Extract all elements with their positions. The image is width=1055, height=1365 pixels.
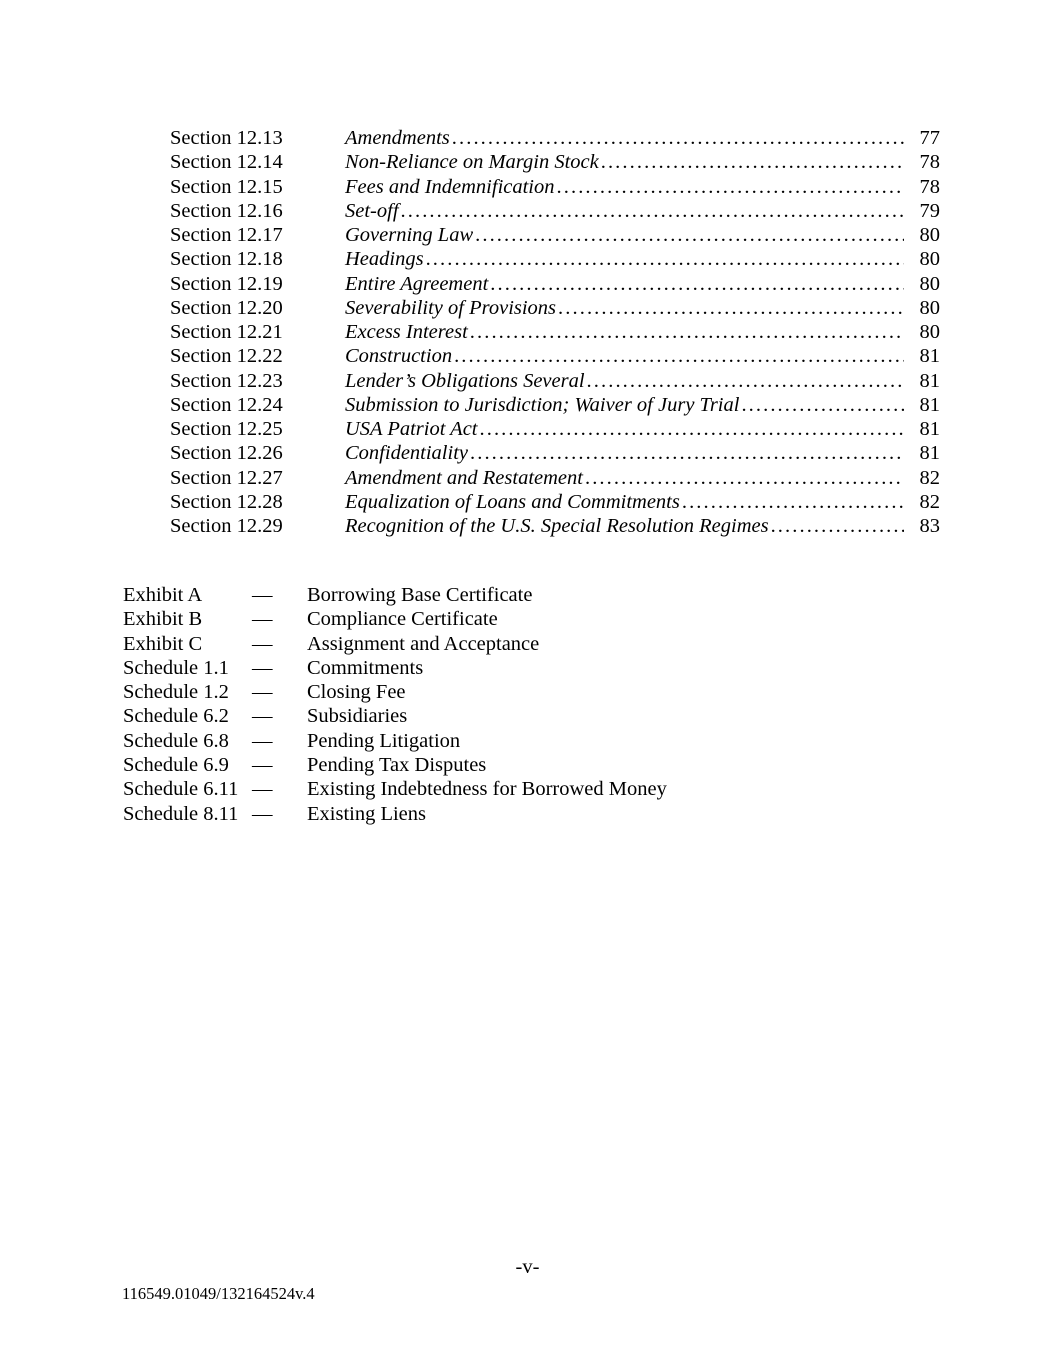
- exhibit-entry-title: Closing Fee: [307, 681, 406, 704]
- toc-entry-section-label: Section 12.24: [170, 393, 283, 416]
- em-dash: —: [252, 584, 273, 606]
- toc-entry-section-label: Section 12.22: [170, 345, 283, 368]
- toc-leader-dots: [475, 223, 904, 247]
- toc-entry-title: Entire Agreement: [345, 272, 489, 295]
- exhibit-entry: [123, 632, 667, 656]
- em-dash: —: [252, 632, 273, 655]
- toc-entry-section-label: Section 12.20: [170, 296, 283, 319]
- toc-entry-title: Recognition of the U.S. Special Resolution Regimes: [345, 515, 769, 537]
- exhibit-entry: [123, 729, 667, 753]
- exhibit-entry: [123, 802, 667, 826]
- exhibit-entry-title: Existing Liens: [307, 802, 427, 825]
- toc-entry-section-label: Section 12.15: [170, 175, 283, 198]
- exhibit-entry-label: Schedule 6.2: [123, 705, 229, 728]
- toc-entry: [170, 466, 940, 490]
- toc-entry-section-label: Section 12.13: [170, 127, 283, 149]
- toc-entry-section-label: Section 12.29: [170, 515, 283, 537]
- exhibit-entry: [123, 777, 667, 801]
- toc-entry-page-number: 83: [919, 515, 940, 537]
- toc-entry-title: Set-off: [345, 199, 399, 222]
- toc-entry-section-label: Section 12.17: [170, 224, 283, 246]
- toc-entry-title: Amendments: [345, 127, 450, 149]
- toc-entry-title: Governing Law: [345, 224, 474, 246]
- em-dash: —: [252, 656, 273, 679]
- exhibit-entry-label: Schedule 8.11: [123, 802, 239, 825]
- toc-entry-page-number: 81: [919, 393, 940, 416]
- toc-leader-dots: [401, 199, 904, 223]
- toc-entry-title: USA Patriot Act: [345, 418, 478, 440]
- toc-leader-dots: [558, 296, 904, 320]
- toc-entry-section-label: Section 12.25: [170, 418, 283, 440]
- toc-entry-page-number: 77: [919, 127, 940, 149]
- toc-leader-dots: [454, 344, 904, 368]
- document-id-footer: 116549.01049/132164524v.4: [122, 1284, 315, 1303]
- exhibit-entry-title: Borrowing Base Certificate: [307, 584, 533, 606]
- exhibit-entry-label: Exhibit B: [123, 608, 203, 631]
- exhibit-entry: [123, 680, 667, 704]
- em-dash: —: [252, 754, 273, 777]
- toc-entry-page-number: 82: [919, 490, 940, 513]
- exhibit-entry-title: Commitments: [307, 656, 424, 679]
- toc-leader-dots: [480, 417, 905, 441]
- toc-entry-section-label: Section 12.23: [170, 369, 283, 392]
- toc-leader-dots: [587, 369, 904, 393]
- em-dash: —: [252, 729, 273, 752]
- exhibit-entry-label: Schedule 6.11: [123, 778, 239, 801]
- toc-entry-page-number: 78: [919, 175, 940, 198]
- toc-entry: [170, 199, 940, 223]
- toc-entry: [170, 344, 940, 368]
- toc-entry: [170, 490, 940, 514]
- toc-entry-page-number: 81: [919, 418, 940, 440]
- toc-entry: [170, 417, 940, 441]
- toc-entry-title: Non-Reliance on Margin Stock: [345, 151, 599, 174]
- toc-entry: [170, 175, 940, 199]
- toc-entry-section-label: Section 12.18: [170, 248, 283, 271]
- toc-entry-section-label: Section 12.26: [170, 442, 283, 465]
- exhibit-entry-title: Assignment and Acceptance: [307, 632, 540, 655]
- exhibit-entry-label: Schedule 6.8: [123, 729, 229, 752]
- exhibit-entry-title: Existing Indebtedness for Borrowed Money: [307, 778, 667, 801]
- toc-entry-section-label: Section 12.28: [170, 490, 283, 513]
- toc-entry: [170, 296, 940, 320]
- toc-entry: [170, 514, 940, 538]
- toc-entry-page-number: 81: [919, 369, 940, 392]
- toc-entry-section-label: Section 12.27: [170, 466, 283, 489]
- toc-entry: [170, 247, 940, 271]
- page-number-footer: -v-: [515, 1256, 540, 1278]
- toc-leader-dots: [470, 441, 904, 465]
- toc-entry-title: Lender’s Obligations Several: [345, 369, 585, 392]
- toc-entry: [170, 223, 940, 247]
- toc-entry-section-label: Section 12.16: [170, 199, 283, 222]
- toc-entry-title: Excess Interest: [345, 321, 468, 343]
- toc-leader-dots: [557, 175, 904, 199]
- toc-entry-title: Headings: [345, 248, 424, 271]
- em-dash: —: [252, 608, 273, 631]
- em-dash: —: [252, 681, 273, 704]
- exhibit-entry: [123, 607, 667, 631]
- toc-leader-dots: [601, 150, 904, 174]
- toc-entry-title: Amendment and Restatement: [345, 466, 583, 489]
- toc-entry-page-number: 78: [919, 151, 940, 174]
- toc-leader-dots: [426, 247, 904, 271]
- toc-entry-page-number: 80: [919, 224, 940, 246]
- exhibit-entry-title: Pending Tax Disputes: [307, 754, 487, 777]
- toc-entry-page-number: 80: [919, 321, 940, 343]
- toc-entry: [170, 393, 940, 417]
- toc-entry-title: Severability of Provisions: [345, 296, 557, 319]
- exhibit-entry-title: Compliance Certificate: [307, 608, 498, 631]
- exhibit-entry-label: Exhibit A: [123, 584, 203, 606]
- toc-entry: [170, 441, 940, 465]
- toc-leader-dots: [682, 490, 904, 514]
- exhibit-entry-label: Schedule 1.2: [123, 681, 229, 704]
- toc-entry: [170, 126, 940, 150]
- toc-entry-page-number: 81: [919, 442, 940, 465]
- em-dash: —: [252, 778, 273, 801]
- toc-entry-section-label: Section 12.14: [170, 151, 283, 174]
- toc-leader-dots: [771, 514, 904, 538]
- exhibit-entry-label: Schedule 6.9: [123, 754, 229, 777]
- toc-entry-page-number: 80: [919, 296, 940, 319]
- toc-leader-dots: [490, 272, 904, 296]
- toc-leader-dots: [452, 126, 904, 150]
- exhibit-entry: [123, 753, 667, 777]
- exhibit-entry-title: Subsidiaries: [307, 705, 408, 728]
- toc-entry-title: Fees and Indemnification: [345, 175, 555, 198]
- toc-entry-title: Equalization of Loans and Commitments: [345, 490, 680, 513]
- toc-entry-title: Submission to Jurisdiction; Waiver of Jury Trial: [345, 393, 740, 416]
- toc-entry: [170, 369, 940, 393]
- em-dash: —: [252, 705, 273, 728]
- exhibit-entry-label: Exhibit C: [123, 632, 203, 655]
- toc-entry-page-number: 82: [919, 466, 940, 489]
- toc-entry: [170, 150, 940, 174]
- toc-entry-page-number: 80: [919, 272, 940, 295]
- toc-leader-dots: [741, 393, 904, 417]
- toc-entry-title: Confidentiality: [345, 442, 468, 465]
- toc-entry-page-number: 79: [919, 199, 940, 222]
- toc-entry-section-label: Section 12.21: [170, 321, 283, 343]
- toc-entry-page-number: 81: [919, 345, 940, 368]
- em-dash: —: [252, 802, 273, 825]
- toc-entry-page-number: 80: [919, 248, 940, 271]
- exhibit-schedule-list: [123, 583, 667, 826]
- exhibit-entry: [123, 656, 667, 680]
- exhibit-entry: [123, 704, 667, 728]
- toc-entry-section-label: Section 12.19: [170, 272, 283, 295]
- toc-leader-dots: [470, 320, 904, 344]
- exhibit-entry: [123, 583, 667, 607]
- toc-list: [170, 126, 940, 538]
- exhibit-entry-title: Pending Litigation: [307, 729, 461, 752]
- exhibit-entry-label: Schedule 1.1: [123, 656, 229, 679]
- toc-entry: [170, 272, 940, 296]
- toc-entry: [170, 320, 940, 344]
- toc-entry-title: Construction: [345, 345, 453, 368]
- toc-leader-dots: [585, 466, 904, 490]
